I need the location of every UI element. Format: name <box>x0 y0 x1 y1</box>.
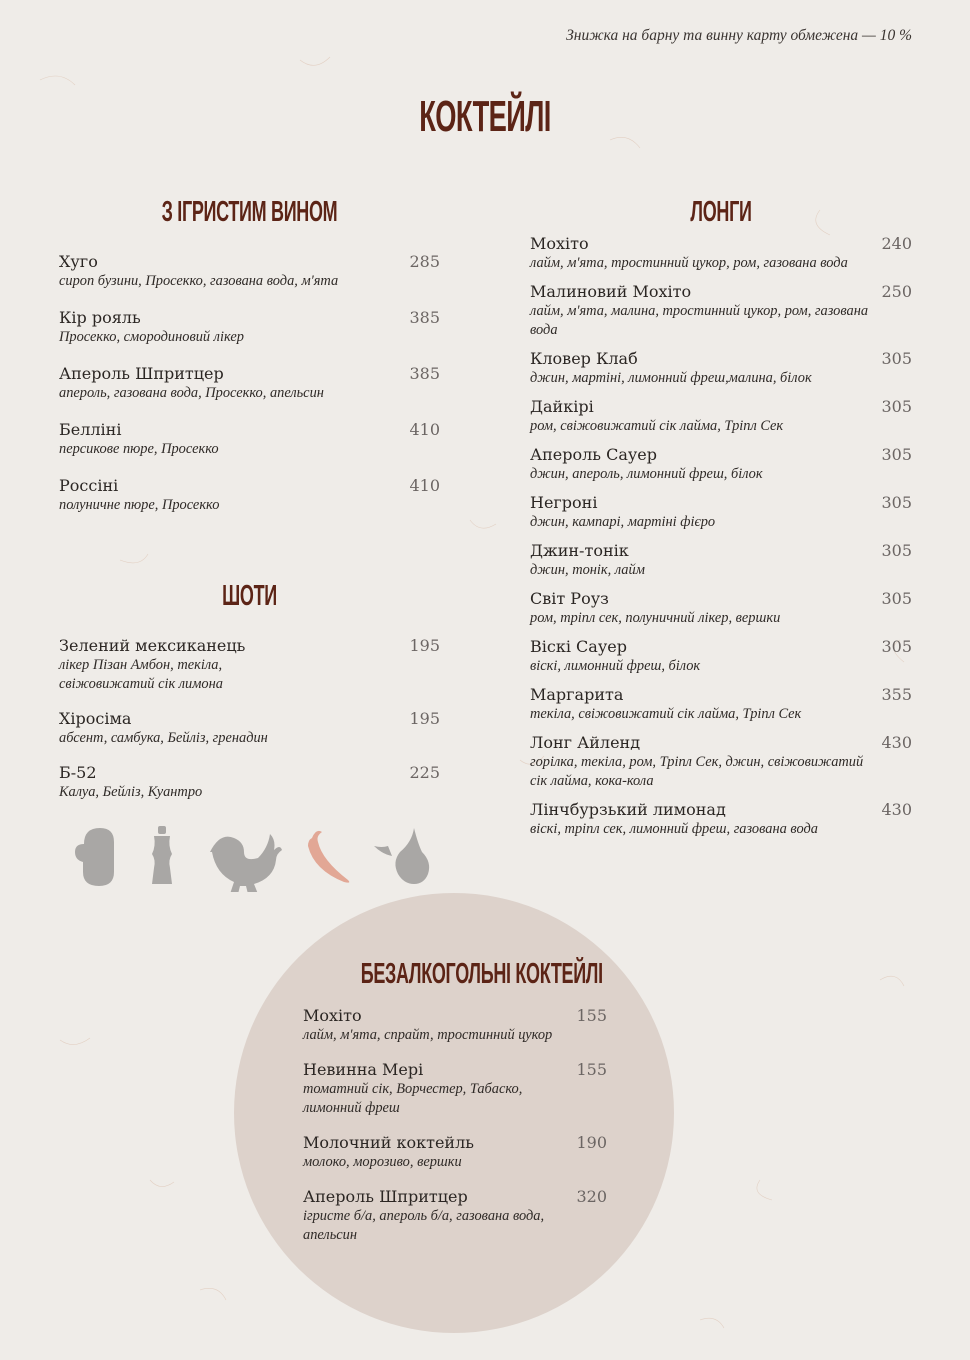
menu-item <box>530 799 912 839</box>
menu-item-name: Малиновий Мохіто <box>530 282 692 301</box>
menu-item <box>530 348 912 388</box>
menu-item-description: сироп бузини, Просекко, газована вода, м'ята <box>59 273 339 289</box>
menu-item <box>303 1059 607 1118</box>
menu-item-price: 305 <box>881 493 912 512</box>
menu-item <box>530 444 912 484</box>
menu-item-price: 305 <box>881 589 912 608</box>
menu-item <box>59 419 440 459</box>
menu-item-price: 430 <box>881 800 912 819</box>
menu-item-name: Молочний коктейль <box>303 1133 474 1152</box>
menu-item-price: 240 <box>881 234 912 253</box>
menu-item-description: томатний сік, Ворчестер, Табаско, лимонний фреш <box>303 1081 523 1116</box>
menu-item-name: Хіросіма <box>59 709 132 728</box>
menu-item-description: апероль, газована вода, Просекко, апельсин <box>59 385 324 401</box>
menu-item <box>59 762 440 802</box>
chili-pepper-icon <box>308 831 349 883</box>
menu-item-name: Кловер Клаб <box>530 349 638 368</box>
menu-item-price: 385 <box>409 308 440 327</box>
menu-item-name: Негроні <box>530 493 598 512</box>
menu-item-description: джин, тонік, лайм <box>530 562 645 578</box>
menu-item-description: лікер Пізан Амбон, текіла, свіжовижатий сік лимона <box>59 657 223 692</box>
menu-item-description: молоко, морозиво, вершки <box>303 1154 462 1170</box>
menu-item-description: джин, мартіні, лимонний фреш,малина, білок <box>530 370 812 386</box>
menu-item <box>59 363 440 403</box>
menu-item-price: 410 <box>409 476 440 495</box>
section-title-shots: ШОТИ <box>222 580 277 612</box>
discount-note: Знижка на барну та винну карту обмежена — 10 % <box>566 27 912 44</box>
menu-item-name: Лонг Айленд <box>530 733 641 752</box>
menu-item-name: Маргарита <box>530 685 624 704</box>
menu-item-name: Дайкірі <box>530 397 594 416</box>
menu-item-name: Лінчбурзький лимонад <box>530 800 726 819</box>
menu-item <box>59 475 440 515</box>
menu-item <box>59 307 440 347</box>
menu-item-price: 195 <box>409 636 440 655</box>
menu-item <box>530 396 912 436</box>
menu-item-description: джин, кампарі, мартіні фієро <box>530 514 716 530</box>
menu-item <box>59 251 440 291</box>
menu-item-name: Мохіто <box>303 1006 362 1025</box>
menu-item-price: 305 <box>881 541 912 560</box>
menu-item-name: Кір рояль <box>59 308 141 327</box>
rooster-icon <box>210 834 282 892</box>
menu-item <box>59 708 440 748</box>
menu-item <box>303 1005 607 1045</box>
onion-icon <box>374 828 429 884</box>
menu-item <box>303 1186 607 1245</box>
menu-item-name: Віскі Сауер <box>530 637 627 656</box>
menu-item-description: ром, тріпл сек, полуничний лікер, вершки <box>530 610 781 626</box>
menu-item-name: Б-52 <box>59 763 97 782</box>
menu-item-description: горілка, текіла, ром, Тріпл Сек, джин, свіжовижатий сік лайма, кока-кола <box>530 754 864 789</box>
menu-item <box>530 588 912 628</box>
menu-item-price: 305 <box>881 349 912 368</box>
oven-mitt-icon <box>75 828 114 886</box>
menu-item-name: Зелений мексиканець <box>59 636 246 655</box>
menu-item-price: 190 <box>576 1133 607 1152</box>
menu-item-price: 305 <box>881 445 912 464</box>
menu-item-description: лайм, м'ята, тростинний цукор, ром, газована вода <box>530 255 848 271</box>
menu-item-name: Невинна Мері <box>303 1060 424 1079</box>
menu-item-description: лайм, м'ята, малина, тростинний цукор, ром, газована вода <box>530 303 869 338</box>
menu-item <box>530 492 912 532</box>
section-title-nonalcoholic: БЕЗАЛКОГОЛЬНІ КОКТЕЙЛІ <box>360 958 603 990</box>
menu-item-description: віскі, тріпл сек, лимонний фреш, газована вода <box>530 821 818 837</box>
menu-item <box>530 732 912 791</box>
menu-item-name: Хуго <box>59 252 98 271</box>
menu-item-description: Калуа, Бейліз, Куантро <box>59 784 203 800</box>
menu-item-price: 250 <box>881 282 912 301</box>
menu-item-price: 155 <box>576 1006 607 1025</box>
menu-item-description: лайм, м'ята, спрайт, тростинний цукор <box>303 1027 553 1043</box>
section-longs <box>530 196 912 839</box>
menu-item-name: Апероль Шпритцер <box>303 1187 468 1206</box>
menu-item-description: віскі, лимонний фреш, білок <box>530 658 701 674</box>
pepper-mill-icon <box>152 826 172 884</box>
menu-item-name: Белліні <box>59 420 122 439</box>
menu-item-name: Апероль Шпритцер <box>59 364 224 383</box>
menu-item-price: 320 <box>576 1187 607 1206</box>
decorative-icons-row <box>70 822 440 892</box>
section-sparkling-wine <box>59 196 440 515</box>
menu-item <box>530 540 912 580</box>
menu-item-price: 195 <box>409 709 440 728</box>
menu-item-description: персикове пюре, Просекко <box>59 441 219 457</box>
menu-item <box>530 684 912 724</box>
menu-item-name: Джин-тонік <box>530 541 629 560</box>
menu-item-name: Россіні <box>59 476 119 495</box>
section-title-sparkling: З ІГРИСТИМ ВИНОМ <box>161 196 338 228</box>
menu-item <box>530 233 912 273</box>
menu-item <box>530 636 912 676</box>
menu-item-price: 285 <box>409 252 440 271</box>
menu-item-description: ігристе б/а, апероль б/а, газована вода, апельсин <box>303 1208 545 1243</box>
menu-item-price: 305 <box>881 637 912 656</box>
menu-item-description: ром, свіжовижатий сік лайма, Тріпл Сек <box>530 418 784 434</box>
menu-item-description: абсент, самбука, Бейліз, гренадин <box>59 730 268 746</box>
menu-item-description: полуничне пюре, Просекко <box>59 497 220 513</box>
menu-item-price: 305 <box>881 397 912 416</box>
menu-item <box>303 1132 607 1172</box>
menu-item <box>530 281 912 340</box>
menu-item <box>59 635 440 694</box>
menu-item-price: 355 <box>881 685 912 704</box>
menu-item-price: 430 <box>881 733 912 752</box>
menu-item-description: Просекко, смородиновий лікер <box>59 329 244 345</box>
menu-item-description: джин, апероль, лимонний фреш, білок <box>530 466 763 482</box>
menu-item-price: 410 <box>409 420 440 439</box>
section-title-longs: ЛОНГИ <box>690 196 752 228</box>
section-nonalcoholic <box>303 958 607 1245</box>
page-title: КОКТЕЙЛІ <box>419 92 551 141</box>
menu-item-price: 225 <box>409 763 440 782</box>
menu-item-name: Апероль Сауер <box>530 445 657 464</box>
menu-item-description: текіла, свіжовижатий сік лайма, Тріпл Сек <box>530 706 802 722</box>
menu-item-name: Мохіто <box>530 234 589 253</box>
menu-item-name: Світ Роуз <box>530 589 609 608</box>
menu-item-price: 155 <box>576 1060 607 1079</box>
section-shots <box>59 580 440 802</box>
menu-item-price: 385 <box>409 364 440 383</box>
